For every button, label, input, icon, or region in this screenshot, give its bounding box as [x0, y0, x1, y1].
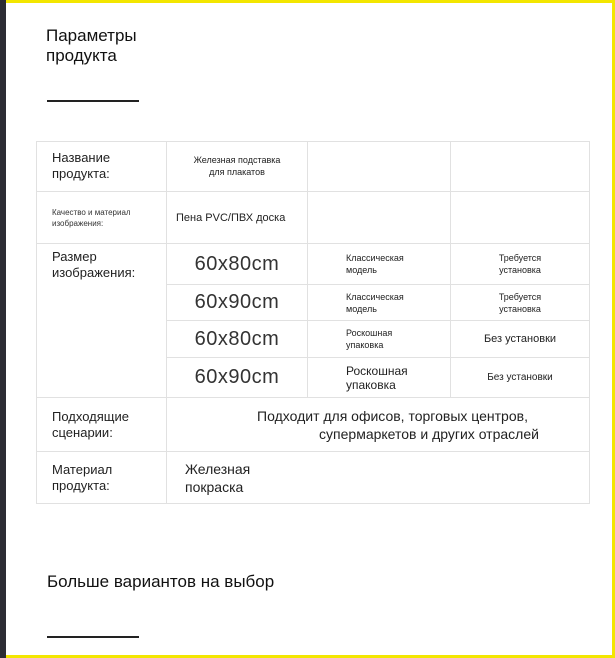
label-image-quality: Качество и материал изображения: [52, 207, 131, 228]
label-scenarios: Подходящие сценарии: [52, 408, 129, 440]
column-divider [307, 141, 308, 397]
size-option-2: 60x90cm [194, 291, 280, 313]
install-option-1: Требуется установка [498, 253, 542, 275]
pack-option-2: Классическая модель [346, 291, 404, 314]
pack-option-1: Классическая модель [346, 253, 404, 275]
table-border-bottom [36, 503, 590, 504]
value-product-name: Железная подставка для плакатов [193, 155, 281, 177]
table-border-right [589, 141, 590, 504]
title-underline [47, 100, 139, 102]
size-option-3: 60x80cm [194, 327, 280, 350]
size-option-4: 60x90cm [194, 366, 280, 388]
install-option-4: Без установки [487, 371, 553, 383]
section-title-more-options: Больше вариантов на выбор [47, 572, 275, 591]
pack-option-3: Роскошная упаковка [346, 328, 393, 350]
title-line-1: Параметры [46, 26, 137, 45]
value-image-quality: Пена PVC/ПВХ доска [176, 211, 286, 224]
install-option-2: Требуется установка [498, 291, 542, 314]
pack-option-4: Роскошная упаковка [346, 363, 408, 392]
left-accent-bar [0, 0, 6, 658]
more-options-underline [47, 636, 139, 638]
section-title-parameters [46, 26, 246, 66]
value-scenarios: Подходит для офисов, торговых центров, супермаркетов и других отраслей [257, 407, 539, 442]
install-option-3: Без установки [483, 333, 557, 345]
parameters-table [36, 141, 590, 504]
size-option-1: 60x80cm [194, 252, 280, 275]
table-border-left [36, 141, 37, 504]
label-image-size: Размер изображения: [52, 249, 136, 280]
title-line-2: продукта [46, 46, 117, 65]
value-material: Железная покраска [185, 460, 251, 495]
label-product-name: Название продукта: [52, 150, 111, 181]
label-material: Материал продукта: [52, 461, 113, 493]
